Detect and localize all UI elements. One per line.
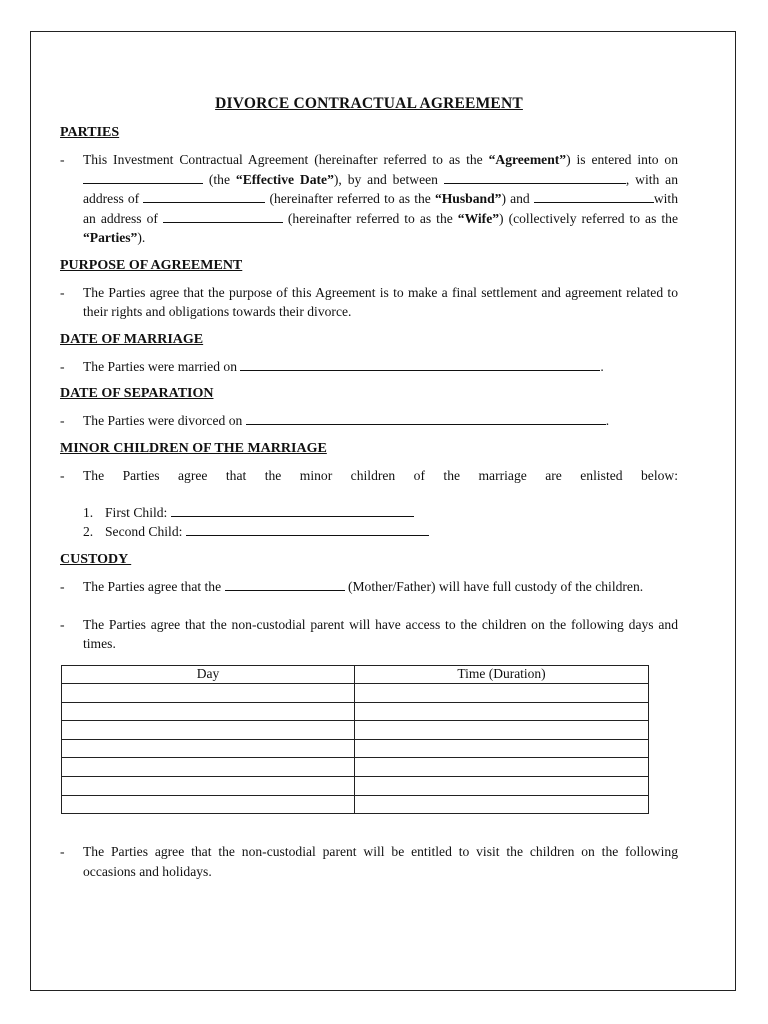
table-row bbox=[62, 795, 649, 814]
separation-paragraph: - The Parties were divorced on . bbox=[60, 411, 678, 431]
term-effective-date: “Effective Date” bbox=[235, 171, 334, 187]
day-cell[interactable] bbox=[62, 684, 355, 703]
bullet-dash: - bbox=[60, 467, 65, 483]
wife-name-blank[interactable] bbox=[534, 189, 654, 203]
first-child-blank[interactable] bbox=[171, 503, 414, 517]
bullet-dash: - bbox=[60, 844, 65, 860]
table-row bbox=[62, 684, 649, 703]
section-heading-purpose: PURPOSE OF AGREEMENT bbox=[60, 257, 243, 273]
term-parties: “Parties” bbox=[83, 230, 138, 245]
day-cell[interactable] bbox=[62, 795, 355, 814]
bullet-dash: - bbox=[60, 284, 65, 300]
parties-paragraph: - This Investment Contractual Agreement (hereinafter referred to as the “Agreement”) is entered into on (the “Effective Date”), by and between , with an address of (hereinafter referred to as the “Husband”) and with an address of (hereinafter referred to as the “Wife”) (collectively referred to as the “Parties”). bbox=[60, 152, 679, 245]
table-row bbox=[62, 739, 649, 758]
section-heading-custody: CUSTODY bbox=[60, 552, 132, 567]
time-cell[interactable] bbox=[355, 684, 649, 703]
custody-paragraph: - The Parties agree that the (Mother/Father) will have full custody of the children. bbox=[60, 577, 678, 597]
bullet-dash: - bbox=[60, 413, 65, 428]
table-row bbox=[62, 702, 649, 721]
table-row bbox=[62, 758, 649, 777]
purpose-paragraph: - The Parties agree that the purpose of this Agreement is to make a final settlement and agreement related to their rights and obligations towards their divorce. bbox=[60, 284, 678, 319]
day-cell[interactable] bbox=[62, 702, 355, 721]
bullet-dash: - bbox=[60, 358, 65, 374]
section-heading-marriage: DATE OF MARRIAGE bbox=[60, 331, 204, 347]
time-cell[interactable] bbox=[355, 777, 649, 796]
children-paragraph: - The Parties agree that the minor children of the marriage are enlisted below: bbox=[60, 466, 678, 486]
second-child-blank[interactable] bbox=[186, 522, 429, 536]
time-cell[interactable] bbox=[355, 739, 649, 758]
day-cell[interactable] bbox=[62, 777, 355, 796]
table-header-row bbox=[62, 665, 649, 684]
marriage-paragraph: - The Parties were married on . bbox=[60, 357, 678, 377]
marriage-date-blank[interactable] bbox=[240, 357, 600, 371]
husband-address-blank[interactable] bbox=[143, 189, 265, 203]
husband-name-blank[interactable] bbox=[444, 170, 626, 184]
table-row bbox=[62, 721, 649, 740]
table-row bbox=[62, 777, 649, 796]
wife-address-blank[interactable] bbox=[163, 209, 283, 223]
bullet-dash: - bbox=[60, 579, 65, 594]
time-cell[interactable] bbox=[355, 758, 649, 777]
document-content bbox=[60, 61, 678, 881]
term-agreement: “Agreement” bbox=[488, 152, 567, 167]
day-cell[interactable] bbox=[62, 721, 355, 740]
table-header-day: Day bbox=[62, 665, 355, 684]
section-heading-parties: PARTIES bbox=[60, 125, 120, 140]
list-item: 2. Second Child: bbox=[60, 522, 678, 541]
time-cell[interactable] bbox=[355, 795, 649, 814]
day-cell[interactable] bbox=[62, 739, 355, 758]
time-cell[interactable] bbox=[355, 702, 649, 721]
bullet-dash: - bbox=[60, 152, 65, 167]
time-cell[interactable] bbox=[355, 721, 649, 740]
divorce-date-blank[interactable] bbox=[246, 411, 606, 425]
term-wife: “Wife” bbox=[457, 210, 500, 226]
visitation-table bbox=[61, 665, 649, 815]
table-header-time: Time (Duration) bbox=[355, 665, 649, 684]
term-husband: “Husband” bbox=[434, 191, 502, 206]
effective-date-blank[interactable] bbox=[83, 170, 203, 184]
table-body bbox=[62, 684, 649, 814]
custodial-parent-blank[interactable] bbox=[225, 577, 345, 591]
access-paragraph: - The Parties agree that the non-custodial parent will have access to the children on the following days and times. bbox=[60, 616, 678, 651]
section-heading-separation: DATE OF SEPARATION bbox=[60, 386, 214, 401]
document-title: DIVORCE CONTRACTUAL AGREEMENT bbox=[215, 95, 523, 112]
bullet-dash: - bbox=[60, 616, 65, 632]
day-cell[interactable] bbox=[62, 758, 355, 777]
occasions-paragraph: - The Parties agree that the non-custodial parent will be entitled to visit the children on the following occasions and holidays. bbox=[60, 844, 678, 879]
children-list bbox=[60, 503, 678, 541]
section-heading-children: MINOR CHILDREN OF THE MARRIAGE bbox=[60, 440, 327, 456]
list-item: 1. First Child: bbox=[60, 503, 678, 522]
